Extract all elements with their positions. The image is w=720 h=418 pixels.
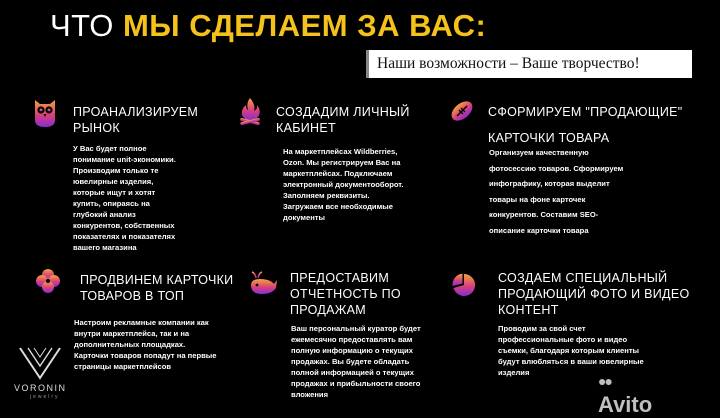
text-line: Организуем качественную xyxy=(489,148,589,157)
card-1-heading xyxy=(73,104,198,136)
heading-line: КОНТЕНТ xyxy=(498,303,559,317)
text-line: Настроим рекламные компании как xyxy=(74,318,209,327)
text-line: съемки, благодаря которым клиенты xyxy=(498,346,640,355)
logo-subtitle: jewelry xyxy=(30,394,60,400)
text-line: полную информацию о текущих xyxy=(291,346,413,355)
football-icon xyxy=(449,98,475,124)
heading-line: ПРЕДОСТАВИМ xyxy=(290,271,390,285)
text-line: Карточки товаров попадут на первые xyxy=(74,351,217,360)
text-line: полной информацией о текущих xyxy=(291,368,414,377)
text-line: изделия xyxy=(498,368,530,377)
card-1-text xyxy=(73,143,176,253)
text-line: продажах. Вы будете обладать xyxy=(291,357,410,366)
heading-line: ПРОДВИНЕМ КАРТОЧКИ xyxy=(80,273,234,287)
text-line: На маркетплейсах Wildberries, xyxy=(283,147,398,156)
heading-line: ТОВАРОВ В ТОП xyxy=(80,289,185,303)
text-line: вложения xyxy=(291,390,329,399)
title-part-2: МЫ СДЕЛАЕМ ЗА ВАС: xyxy=(122,8,487,43)
card-4-text xyxy=(74,317,217,372)
text-line: Производим только те xyxy=(73,166,159,175)
card-5-text xyxy=(291,323,421,400)
whale-icon xyxy=(248,270,278,296)
text-line: инфографику, которая выделит xyxy=(489,179,610,188)
text-line: страницы маркетплейсов xyxy=(74,362,172,371)
heading-line: КАРТОЧКИ ТОВАРА xyxy=(488,131,610,145)
heading-line: СОЗДАДИМ ЛИЧНЫЙ xyxy=(276,105,410,119)
voronin-logo-icon xyxy=(10,344,70,382)
text-line: продажах и прибыльности своего xyxy=(291,379,421,388)
text-line: профессиональные фото и видео xyxy=(498,335,628,344)
text-line: Загружаем все необходимые xyxy=(283,202,393,211)
text-line: дополнительных площадках. xyxy=(74,340,186,349)
avito-dots-icon: ●● xyxy=(598,373,611,389)
text-line: купить, опираясь на xyxy=(73,199,150,208)
text-line: вашего магазина xyxy=(73,243,137,252)
text-line: электронный документооборот. xyxy=(283,180,404,189)
text-line: Проводим за свой счет xyxy=(498,324,586,333)
text-line: показателях и показателях xyxy=(73,232,176,241)
text-line: конкурентов, собственных xyxy=(73,221,175,230)
card-2-heading xyxy=(276,104,410,136)
heading-line: РЫНОК xyxy=(73,121,120,135)
avito-watermark: ●● Avito xyxy=(598,373,653,417)
subtitle-banner: Наши возможности – Ваше творчество! xyxy=(366,50,692,78)
page-title xyxy=(50,8,486,44)
text-line: ежемесячно предоставлять вам xyxy=(291,335,413,344)
text-line: внутри маркетплейса, так и на xyxy=(74,329,190,338)
text-line: фотосессию товаров. Сформируем xyxy=(489,163,624,173)
heading-line: ОТЧЕТНОСТЬ ПО xyxy=(290,287,401,301)
pie-chart-icon xyxy=(452,273,476,297)
text-line: Ваш персональный куратор будет xyxy=(291,324,421,333)
card-6-heading xyxy=(498,270,690,318)
heading-line: СФОРМИРУЕМ "ПРОДАЮЩИЕ" xyxy=(488,105,683,119)
card-5-heading xyxy=(290,270,401,318)
heading-line: ПРОДАЮЩИЙ ФОТО И ВИДЕО xyxy=(498,287,690,301)
text-line: У Вас будет полное xyxy=(73,144,147,153)
clover-icon xyxy=(35,268,61,294)
text-line: будут влюбляться в ваши ювелирные xyxy=(498,357,644,366)
campfire-icon xyxy=(238,97,262,127)
text-line: конкурентов. Составим SEO- xyxy=(489,210,599,219)
card-3-text xyxy=(489,145,623,238)
heading-line: ПРОАНАЛИЗИРУЕМ xyxy=(73,105,199,119)
owl-icon xyxy=(34,98,56,128)
text-line: товары на фоне карточек xyxy=(489,194,586,204)
card-4-heading xyxy=(80,272,233,304)
text-line: ювелирные изделия, xyxy=(73,177,154,186)
text-line: документы xyxy=(283,213,326,222)
card-2-text xyxy=(283,146,403,223)
logo-name: VORONIN xyxy=(14,383,67,393)
heading-line: СОЗДАЕМ СПЕЦИАЛЬНЫЙ xyxy=(498,271,668,285)
text-line: Заполняем реквизиты. xyxy=(283,191,370,200)
text-line: маркетплейсах. Подключаем xyxy=(283,169,393,178)
heading-line: ПРОДАЖАМ xyxy=(290,303,366,317)
heading-line: КАБИНЕТ xyxy=(276,121,336,135)
card-3-heading xyxy=(488,99,683,151)
text-line: глубокий анализ xyxy=(73,210,136,219)
text-line: описание карточки товара xyxy=(489,225,589,235)
title-part-1: ЧТО xyxy=(50,8,123,43)
text-line: Ozon. Мы регистрируем Вас на xyxy=(283,158,401,167)
text-line: которые ищут и хотят xyxy=(73,188,156,197)
text-line: понимание unit-экономики. xyxy=(73,155,176,164)
